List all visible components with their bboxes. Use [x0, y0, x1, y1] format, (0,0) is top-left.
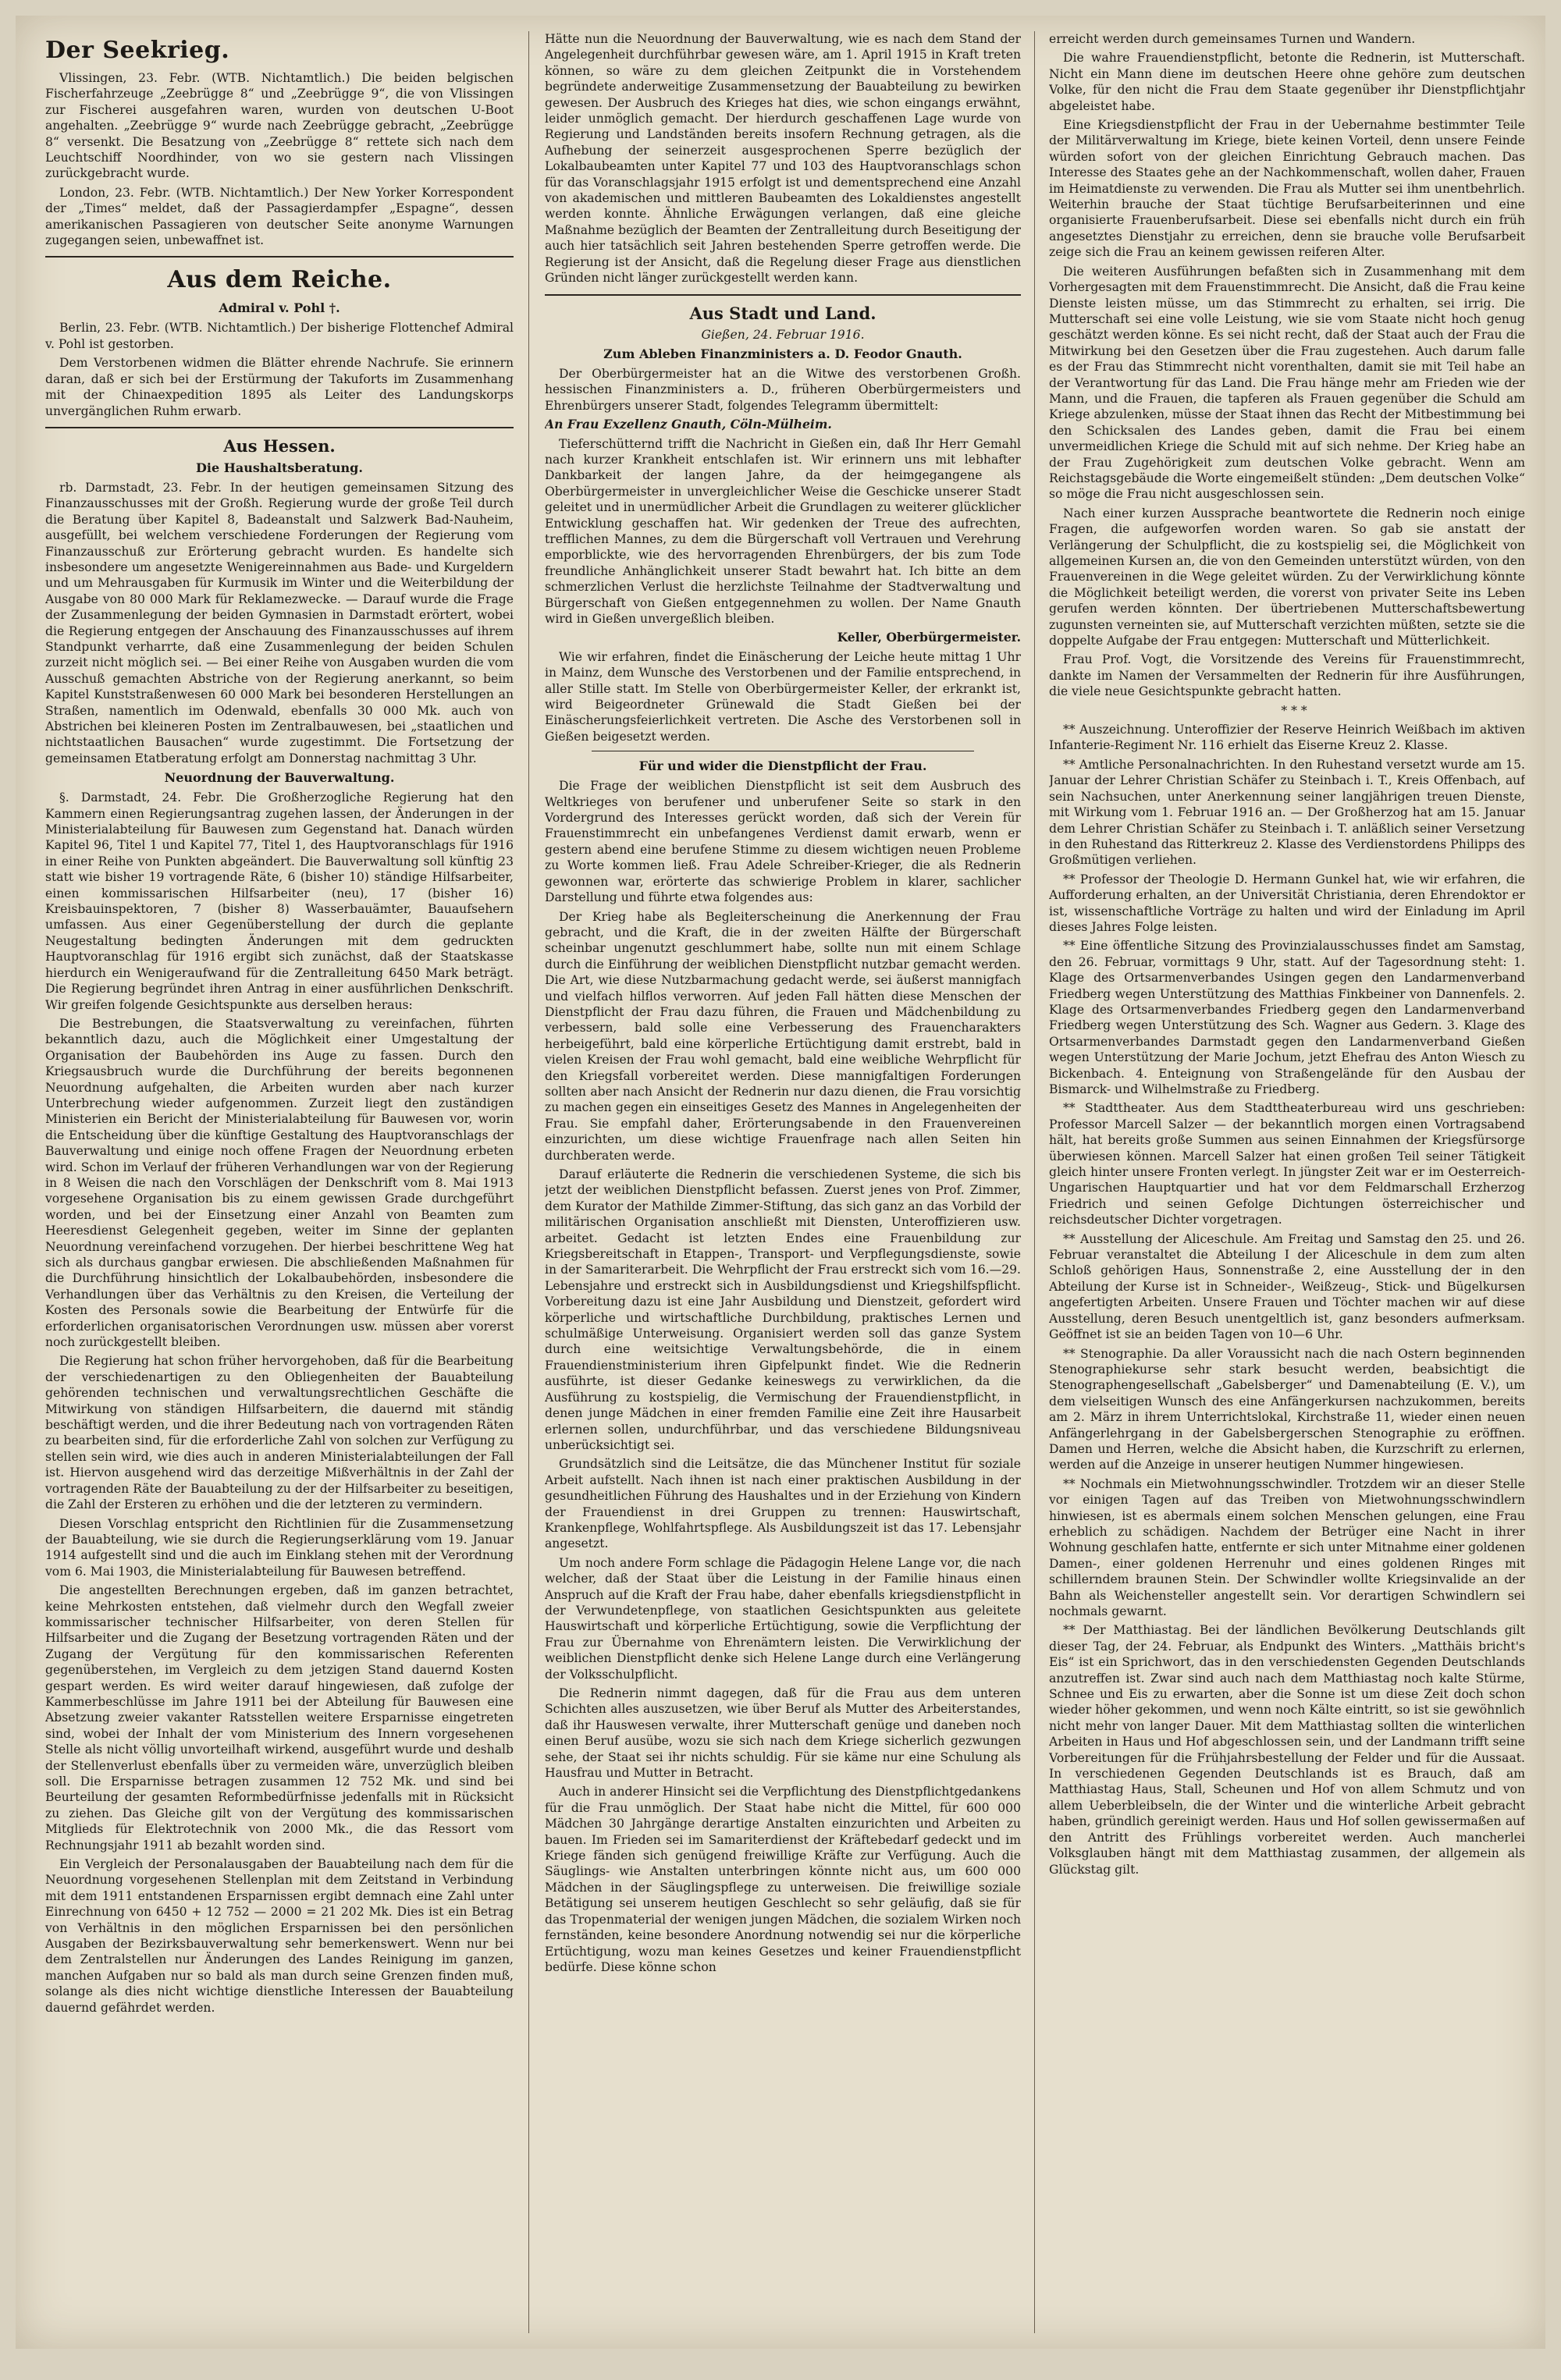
- article-paragraph: Der Krieg habe als Begleiterscheinung die Anerkennung der Frau gebracht, und die Kraft, die in der zweiten Hälfte der Bürgerschaft scheinbar ungenutzt geschlummert habe, sollte nun mit einem Schlage durch die Einführung der weiblichen Dienstpflicht nutzbar gemacht werden. Die Art, wie diese Nutzbarmachung gedacht werde, sei äußerst mannigfach und vielfach hilflos verworren. Auf jeden Fall hätten diese Menschen der Dienstpflicht der Frau dazu führen, die Frauen und Mädchenbildung zu verbessern, bald solle eine Verbesserung des Frauencharakters herbeigeführt, bald eine körperliche Ertüchtigung damit erstrebt, bald in vielen Kreisen der Frau wohl gemacht, bald eine weibliche Wehrpflicht für den Kriegsfall vorbereitet werden. Diese mannigfaltigen Forderungen sollten aber nach Ansicht der Rednerin nur dazu dienen, die Frau vorsichtig zu machen gegen ein einseitiges Gesetz des Mannes in Angelegenheiten der Frau. Sie empfahl daher, Erörterungsabende in den Frauenvereinen einzurichten, um diese wichtige Frauenfrage nach allen Seiten hin durchberaten werde.: [545, 909, 1021, 1163]
- newspaper-page: [16, 16, 1545, 2349]
- article-paragraph: Dem Verstorbenen widmen die Blätter ehrende Nachrufe. Sie erinnern daran, daß er sich bei der Erstürmung der Takuforts im Zusammenhang mit der Chinaexpedition 1895 als Leiter des Landungskorps unvergänglichen Ruhm erwarb.: [45, 356, 514, 418]
- signature: Keller, Oberbürgermeister.: [837, 630, 1021, 645]
- section-divider: [45, 256, 514, 258]
- article-paragraph: Um noch andere Form schlage die Pädagogin Helene Lange vor, die nach welcher, daß der Staat über die Leistung in der Familie hinaus einen Anspruch auf die Kraft der Frau habe, daher ebenfalls kriegsdienstpflicht in der Verwundetenpflege, von staatlichen Gesichtspunkten aus geleitete Hauswirtschaft und körperliche Ertüchtigung, sowie die Verpflichtung der Frau zur Übernahme von Ehrenämtern leisten. Die Verwirklichung der weiblichen Dienstpflicht denke sich Helene Lange durch eine Verlängerung der Volksschulpflicht.: [545, 1555, 1021, 1682]
- article-paragraph: Grundsätzlich sind die Leitsätze, die das Münchener Institut für soziale Arbeit aufstellt. Nach ihnen ist nach einer praktischen Ausbildung in der gesundheitlichen Führung des Haushaltes und in der Erziehung von Kindern der Frauendienst in drei Gruppen zu trennen: Hauswirtschaft, Krankenpflege, Wohlfahrtspflege. Als Ausbildungszeit ist das 17. Lebensjahr angesetzt.: [545, 1457, 1021, 1551]
- article-subtitle: Admiral v. Pohl †.: [219, 300, 340, 316]
- article-paragraph: Die angestellten Berechnungen ergeben, daß im ganzen betrachtet, keine Mehrkosten entstehen, daß vielmehr durch den Wegfall zweier kommissarischer technischer Hilfsarbeiter, von deren Stellen für Hilfsarbeiter und die Zugang der Besetzung vortragenden Räten und der Zugang der Vergütung für den kommissarischen Referenten gegenüberstehen, im Vergleich zu dem jetzigen Stand dauernd Kosten gespart werden. Es wird weiter darauf hingewiesen, daß zufolge der Kammerbeschlüsse im Jahre 1911 bei der Abteilung für Bauwesen eine Absetzung zweier vakanter Ratsstellen weitere Ersparnisse eingetreten sind, wobei der Inhalt der vom Ministerium des Innern vorgesehenen Stelle als nicht völlig unvorteilhaft wirkend, ausgeführt wurde und deshalb der Stellenverlust ebenfalls über zu vermeiden wäre, unverzüglich bleiben soll. Die Ersparnisse betragen zusammen 12 752 Mk. und sind bei Beurteilung der gesamten Reformbedürfnisse jedenfalls mit in Rücksicht zu ziehen. Das Gleiche gilt von der Vergütung des kommissarischen Mitglieds für Elektrotechnik von 2000 Mk., die das Ressort vom Rechnungsjahr 1911 ab bezahlt worden sind.: [45, 1583, 514, 1852]
- article-paragraph: erreicht werden durch gemeinsames Turnen und Wandern.: [1049, 32, 1416, 46]
- section-title-seekrieg: Der Seekrieg.: [45, 37, 230, 64]
- article-paragraph: rb. Darmstadt, 23. Febr. In der heutigen gemeinsamen Sitzung des Finanzausschusses mit der Großh. Regierung wurde der große Teil durch die Beratung über Kapitel 8, Badeanstalt und Salzwerk Bad-Nauheim, ausgefüllt, bei welchem verschiedene Forderungen der Regierung vom Finanzausschuß zur Erörterung gebracht wurden. Es handelte sich insbesondere um angesetzte Wenigereinnahmen aus Bade- und Kurgeldern und um Mehrausgaben für Kurmusik im Winter und die Weiterbildung der Ausgabe von 80 000 Mark für Reklamezwecke. — Darauf wurde die Frage der Zusammenlegung der beiden Gymnasien in Darmstadt erörtert, wobei die Regierung entgegen der Anschauung des Finanzausschusses auf ihrem Standpunkt verharrte, daß eine Zusammenlegung der beiden Schulen zurzeit nicht möglich sei. — Bei einer Reihe von Ausgaben wurden die vom Ausschuß gemachten Abstriche von der Regierung anerkannt, so beim Kapitel Kunststraßenwesen 60 000 Mark bei besonderen Herstellungen an Straßen, namentlich im Odenwald, ebenfalls 30 000 Mk. auch von Abstrichen bei kleineren Posten im Zentralbauwesen, bei „staatlichen und nichtstaatlichen Bausachen“ wurde zugestimmt. Die Fortsetzung der gemeinsamen Etatberatung erfolgt am Donnerstag nachmittag 3 Uhr.: [45, 480, 514, 766]
- news-item: ** Nochmals ein Mietwohnungsschwindler. Trotzdem wir an dieser Stelle vor einigen Tagen auf das Treiben von Mietwohnungsschwindlern hinwiesen, ist es abermals einem solchen Menschen gelungen, eine Frau erheblich zu schädigen. Nachdem der Betrüger eine Nacht in ihrer Wohnung geschlafen hatte, entfernte er sich unter Mitnahme einer goldenen Damen-, einer goldenen Herrenuhr und eines goldenen Ringes mit schillerndem braunen Stein. Der Schwindler wollte Kriegsinvalide an der Bahn als Weichensteller angestellt sein. Vor derartigen Schwindlern sei nochmals gewarnt.: [1049, 1476, 1525, 1618]
- article-subtitle: Neuordnung der Bauverwaltung.: [164, 770, 395, 786]
- article-paragraph: Berlin, 23. Febr. (WTB. Nichtamtlich.) Der bisherige Flottenchef Admiral v. Pohl ist gestorben.: [45, 321, 514, 351]
- news-item: ** Ausstellung der Aliceschule. Am Freitag und Samstag den 25. und 26. Februar veranstaltet die Abteilung I der Aliceschule in dem zum alten Schloß gehörigen Haus, Sonnenstraße 2, eine Ausstellung der in den Abteilung der Kurse ist in Schneider-, Weißzeug-, Stick- und Bügelkursen angefertigten Arbeiten. Unsere Frauen und Töchter machen wir auf diese Ausstellung, deren Besuch unentgeltlich ist, ganz besonders aufmerksam. Geöffnet ist sie an beiden Tagen von 10—6 Uhr.: [1049, 1231, 1525, 1342]
- news-item: ** Amtliche Personalnachrichten. In den Ruhestand versetzt wurde am 15. Januar der Lehrer Christian Schäfer zu Steinbach i. T., Kreis Offenbach, auf sein Nachsuchen, unter Anerkennung seiner langjährigen treuen Dienste, mit Wirkung vom 1. Februar 1916 an. — Der Großherzog hat am 15. Januar dem Lehrer Christian Schäfer zu Steinbach i. T. anläßlich seiner Versetzung in den Ruhestand das Ritterkreuz 2. Klasse des Verdienstordens Philipps des Großmütigen verliehen.: [1049, 757, 1525, 868]
- article-paragraph: Hätte nun die Neuordnung der Bauverwaltung, wie es nach dem Stand der Angelegenheit durchführbar gewesen wäre, am 1. April 1915 in Kraft treten können, so wäre zu dem gleichen Zeitpunkt die in Vorstehendem begründete anderweitige Zusammensetzung der Bauabteilung zu bewirken gewesen. Der Ausbruch des Krieges hat dies, wie schon eingangs erwähnt, leider unmöglich gemacht. Der hierdurch geschaffenen Lage wurde von Regierung und Landständen bereits insofern Rechnung getragen, als die Aufhebung der seinerzeit ausgesprochenen Sperre bezüglich der Lokalbaubeamten unter Kapitel 77 und 103 des Hauptvoranschlags schon für das Voranschlagsjahr 1915 erfolgt ist und dementsprechend eine Anzahl von akademischen und mittleren Baubeamten des Lokaldienstes angestellt werden konnte. Ähnliche Erwägungen verlangen, daß eine gleiche Maßnahme bezüglich der Beamten der Zentralleitung durch Beseitigung der auch hier tatsächlich seit Jahren bestehenden Sperre getroffen werde. Die Regierung ist der Ansicht, daß die Regelung dieser Frage aus dienstlichen Gründen nicht länger zurückgestellt werden kann.: [545, 32, 1021, 286]
- column-middle: [545, 31, 1021, 2333]
- article-paragraph: Wie wir erfahren, findet die Einäscherung der Leiche heute mittag 1 Uhr in Mainz, dem Wunsche des Verstorbenen und der Familie entsprechend, in aller Stille statt. Im Stelle von Oberbürgermeister Keller, der erkrankt ist, wird Beigeordneter Grünewald die Stadt Gießen bei der Einäscherungsfeierlichkeit vertreten. Die Asche des Verstorbenen soll in Gießen beigesetzt werden.: [545, 649, 1021, 744]
- article-paragraph: Die Rednerin nimmt dagegen, daß für die Frau aus dem unteren Schichten alles auszusetzen, wie über Beruf als Mutter des Arbeiterstandes, daß ihr Hauswesen verwalte, ihrer Mutterschaft genüge und daneben noch einen Beruf ausübe, wozu sie sich nach dem Kriege sicherlich gezwungen sehe, der Staat sei ihr nichts schuldig. Für sie käme nur eine Schulung als Hausfrau und Mutter in Betracht.: [545, 1686, 1021, 1781]
- column-right: [1049, 31, 1525, 2333]
- article-paragraph: Der Oberbürgermeister hat an die Witwe des verstorbenen Großh. hessischen Finanzministers a. D., früheren Oberbürgermeisters und Ehrenbürgers unserer Stadt, folgendes Telegramm übermittelt:: [545, 366, 1021, 413]
- article-paragraph: Darauf erläuterte die Rednerin die verschiedenen Systeme, die sich bis jetzt der weiblichen Dienstpflicht befassen. Zuerst jenes von Prof. Zimmer, dem Kurator der Mathilde Zimmer-Stiftung, das sich ganz an das Vorbild der militärischen Organisation anschließt mit Diensten, Unteroffizieren usw. arbeitet. Gedacht ist letzten Endes eine Frauenbildung zur Kriegsbereitschaft in Etappen-, Transport- und Verpflegungsdienste, sowie in der Samariterarbeit. Die Wehrpflicht der Frau erstreckt sich vom 16.—29. Lebensjahre und erstreckt sich in Ausbildungsdienst und Kriegshilfspflicht. Vorbereitung dazu ist eine Jahr Ausbildung und Dienstzeit, gefordert wird körperliche und wirtschaftliche Durchbildung, praktisches Lernen und schulmäßige Unterweisung. Organisiert werden soll das ganze System durch eine weitsichtige Verwaltungsbehörde, die in einem Frauendienstministerium ihren Gipfelpunkt findet. Wie die Rednerin ausführte, ist dieser Gedanke keineswegs zu verwirklichen, da die Ausführung zu kostspielig, die Vermischung der Frauendienstpflicht, in denen junge Mädchen in einer fremden Familie eine Zeit ihre Hausarbeit erlernen sollen, undurchführbar, und das verschiedene Bildungsniveau unberücksichtigt sei.: [545, 1167, 1021, 1452]
- news-item: ** Auszeichnung. Unteroffizier der Reserve Heinrich Weißbach im aktiven Infanterie-Regiment Nr. 116 erhielt das Eiserne Kreuz 2. Klasse.: [1049, 723, 1525, 753]
- article-subtitle: Zum Ableben Finanzministers a. D. Feodor Gnauth.: [603, 346, 962, 361]
- article-paragraph: Die Bestrebungen, die Staatsverwaltung zu vereinfachen, führten bekanntlich dazu, auch die Möglichkeit einer Umgestaltung der Organisation der Baubehörden ins Auge zu fassen. Durch den Kriegsausbruch wurde die Durchführung der bereits begonnenen Neuordnung aufgehalten, die Arbeiten wurden aber nach kurzer Unterbrechung wieder aufgenommen. Zurzeit liegt den zuständigen Ministerien ein Bericht der Ministerialabteilung für Bauwesen vor, worin die Entscheidung über die künftige Gestaltung des Hauptvoranschlags der Bauverwaltung und einige noch offene Fragen der Neuordnung erbeten wird. Schon im Verlauf der früheren Verhandlungen war von der Regierung in 8 Weisen die nach den Vorschlägen der Denkschrift vom 8. Mai 1913 vorgesehene Organisation bis zu einem gewissen Grade durchgeführt worden, und bei der Einsetzung einer Anzahl von Beamten zum Heeresdienst Gelegenheit gegeben, weiter im Sinne der geplanten Neuordnung vereinfachend vorzugehen. Der hierbei beschrittene Weg hat sich als durchaus gangbar erwiesen. Die abschließenden Maßnahmen für die Durchführung hinsichtlich der Lokalbaubehörden, insbesondere die Verhandlungen über das Verhältnis zu den Kreisen, die Verteilung der Kosten des Personals sowie die Bearbeitung der Entwürfe für die erforderlichen organisatorischen Verordnungen usw. müssen aber vorerst noch zurückgestellt bleiben.: [45, 1016, 514, 1350]
- section-divider: [545, 294, 1021, 296]
- news-item: ** Stadttheater. Aus dem Stadttheaterbureau wird uns geschrieben: Professor Marcell Salzer — der bekanntlich morgen einen Vortragsabend hält, hat bereits große Summen aus seinen Einnahmen der Kriegsfürsorge überwiesen können. Marcell Salzer hat einen großen Teil seiner Tätigkeit gleich hinter unsere Fronten verlegt. In jüngster Zeit war er im Oesterreich-Ungarischen Hauptquartier und hat vor dem Feldmarschall Erzherzog Friedrich und seinen Gefolge Dichtungen österreichischer und reichsdeutscher Dichter vorgetragen.: [1049, 1101, 1525, 1227]
- news-item: ** Stenographie. Da aller Voraussicht nach die nach Ostern beginnenden Stenographiekurse sehr stark besucht werden, beabsichtigt die Stenographengesellschaft „Gabelsberger“ und Damenabteilung (E. V.), um dem vielseitigen Wunsch des eine Anfängerkursen nachzukommen, bereits am 2. März in ihrem Unterrichtslokal, Kirchstraße 11, wieder einen neuen Anfängerlehrgang in der Gabelsbergerschen Stenographie zu eröffnen. Damen und Herren, welche die Absicht haben, die Kurzschrift zu erlernen, werden auf die Anzeige in unserer heutigen Nummer hingewiesen.: [1049, 1346, 1525, 1472]
- news-item: ** Der Matthiastag. Bei der ländlichen Bevölkerung Deutschlands gilt dieser Tag, der 24. Februar, als Endpunkt des Winters. „Matthäis bricht's Eis“ ist ein Sprichwort, das in den verschiedensten Gegenden Deutschlands anzutreffen ist. Zwar sind auch nach dem Matthiastag noch kalte Stürme, Schnee und Eis zu erwarten, aber die Sonne ist um diese Zeit doch schon wieder höher gekommen, und wenn noch Kälte eintritt, so ist sie gewöhnlich nicht mehr von langer Dauer. Mit dem Matthiastag sollten die winterlichen Arbeiten in Haus und Hof abgeschlossen sein, und der Landmann trifft seine Vorbereitungen für die Frühjahrsbestellung der Felder und für die Aussaat. In verschiedenen Gegenden Deutschlands ist es Brauch, daß am Matthiastag Haus, Stall, Scheunen und Hof von allem Schmutz und von allem Ueberbleibseln, die der Winter und die winterliche Arbeit gebracht haben, gründlich gereinigt werden. Haus und Hof sollen gewissermaßen auf den Antritt des Frühlings vorbereitet werden. Auch mancherlei Volksglauben hängt mit dem Matthiastag zusammen, der allgemein als Glückstag gilt.: [1049, 1623, 1525, 1877]
- article-paragraph: Die wahre Frauendienstpflicht, betonte die Rednerin, ist Mutterschaft. Nicht ein Mann diene im deutschen Heere ohne gehöre zum deutschen Volke, für den nicht die Frau dem Staate gegenüber ihr Dienstpflichtjahr abgeleistet habe.: [1049, 51, 1525, 113]
- article-paragraph: Auch in anderer Hinsicht sei die Verpflichtung des Dienstpflichtgedankens für die Frau unmöglich. Der Staat habe nicht die Mittel, für 600 000 Mädchen 30 Jahrgänge derartige Anstalten einzurichten und Arbeiten zu bauen. Im Frieden sei im Samariterdienst der Kräftebedarf gedeckt und im Kriege fänden sich genügend freiwillige Kräfte zur Verfügung. Auch die Säuglings- wie Anstalten unterbringen könnte nicht aus, um 600 000 Mädchen in der Säuglingspflege zu unterweisen. Die freiwillige soziale Betätigung sei unserem heutigen Geschlecht so sehr geläufig, daß sie für das Tropenmaterial der wenigen jungen Mädchen, die sozialem Wirken noch fernständen, keine besondere Anordnung notwendig sei nur die körperliche Ertüchtigung, wozu man keines Gesetzes und keiner Frauendienstpflicht bedürfe. Diese könne schon: [545, 1785, 1021, 1974]
- article-paragraph: Eine Kriegsdienstpflicht der Frau in der Uebernahme bestimmter Teile der Militärverwaltung im Kriege, biete keinen Vorteil, denn unsere Feinde würden sofort von der gleichen Einrichtung Gebrauch machen. Das Interesse des Staates gehe an der Nachkommenschaft, wollen daher, Frauen im Heimatdienste zu verwenden. Die Frau als Mutter sei ihm unentbehrlich. Weiterhin brauche der Staat tüchtige Berufsarbeiterinnen und eine organisierte Frauenberufsarbeit. Diese sei ebenfalls nicht durch ein früh angesetztes Dienstjahr zu erreichen, denn sie brauche volle Berufsarbeit zeige sich die Frau an keinem gewissen reiferen Alter.: [1049, 118, 1525, 260]
- article-paragraph: Tieferschütternd trifft die Nachricht in Gießen ein, daß Ihr Herr Gemahl nach kurzer Krankheit entschlafen ist. Wir erinnern uns mit lebhafter Dankbarkeit der langen Jahre, da der heimgegangene als Oberbürgermeister in unvergleichlicher Weise die Geschicke unserer Stadt geleitet und in unermüdlicher Arbeit die Grundlagen zu weiterer glücklicher Entwicklung geschaffen hat. Wir gedenken der Treue des aufrechten, trefflichen Mannes, zu dem die Bürgerschaft voll Vertrauen und Verehrung emporblickte, wie des hervorragenden Ehrenbürgers, der bis zum Tode freundliche Anhänglichkeit unserer Stadt bewahrt hat. Ich bitte an dem schmerzlichen Verlust die herzlichste Teilnahme der Stadtverwaltung und Bürgerschaft von Gießen entgegennehmen zu wollen. Der Name Gnauth wird in Gießen unvergeßlich bleiben.: [545, 436, 1021, 626]
- article-paragraph: Diesen Vorschlag entspricht den Richtlinien für die Zusammensetzung der Bauabteilung, wie sie durch die Regierungserklärung vom 19. Januar 1914 aufgestellt sind und die auch im Einklang stehen mit der Verordnung vom 6. Mai 1903, die Ministerialabteilung für Bauwesen betreffend.: [45, 1516, 514, 1579]
- article-paragraph: Vlissingen, 23. Febr. (WTB. Nichtamtlich.) Die beiden belgischen Fischerfahrzeuge „Zeebrügge 8“ und „Zeebrügge 9“, die von Vlissingen zur Fischerei ausgefahren waren, wurden von deutschen U-Boot angehalten. „Zeebrügge 9“ wurde nach Zeebrügge gebracht, „Zeebrügge 8“ versenkt. Die Besatzung von „Zeebrügge 8“ rettete sich nach dem Leuchtschiff Noordhinder, von wo sie gestern nach Vlissingen zurückgebracht wurde.: [45, 71, 514, 181]
- news-item: ** Eine öffentliche Sitzung des Provinzialausschusses findet am Samstag, den 26. Februar, vormittags 9 Uhr, statt. Auf der Tagesordnung steht: 1. Klage des Ortsarmenverbandes Usingen gegen den Landarmenverband Friedberg wegen Unterstützung des Matthias Finkbeiner von Dannenfels. 2. Klage des Ortsarmenverbandes Friedberg gegen den Landarmenverband Friedberg wegen Unterstützung des Sch. Wagner aus Gedern. 3. Klage des Ortsarmenverbandes Darmstadt gegen den Landarmenverband Gießen wegen Unterstützung der Marie Jochum, jetzt Ehefrau des Anton Wiesch zu Bickenbach. 4. Enteignung von Straßengelände für den Ausbau der Bismarck- und Wilhelmstraße zu Friedberg.: [1049, 939, 1525, 1096]
- article-paragraph: §. Darmstadt, 24. Febr. Die Großherzogliche Regierung hat den Kammern einen Regierungsantrag zugehen lassen, der Änderungen in der Ministerialabteilung für Bauwesen zum Gegenstand hat. Danach würden Kapitel 96, Titel 1 und Kapitel 77, Titel 1, des Hauptvoranschlags für 1916 in einer Reihe von Punkten abgeändert. Die Bauverwaltung soll künftig 23 statt wie bisher 19 vortragende Räte, 6 (bisher 10) ständige Hilfsarbeiter, einen kommissarischen Hilfsarbeiter (neu), 17 (bisher 16) Kreisbauinspektoren, 7 (bisher 8) Wasserbauämter, Bauaufsehern umfassen. Aus einer Gegenüberstellung der durch die geplante Neugestaltung bedingten Änderungen mit dem gedruckten Hauptvoranschlag für 1916 ergibt sich zunächst, daß der Staatskasse hierdurch ein Wenigeraufwand für die Zentralleitung 6450 Mark beträgt. Die Regierung begründet ihren Antrag in einer ausführlichen Denkschrift. Wir greifen folgende Gesichtspunkte aus derselben heraus:: [45, 790, 514, 1012]
- column-divider: [528, 31, 529, 2333]
- article-subtitle: Die Haushaltsberatung.: [196, 460, 363, 475]
- article-paragraph: Frau Prof. Vogt, die Vorsitzende des Vereins für Frauenstimmrecht, dankte im Namen der Versammelten der Rednerin für ihre Ausführungen, die viele neue Gesichtspunkte gebracht hatten.: [1049, 652, 1525, 699]
- article-subtitle: Für und wider die Dienstpflicht der Frau.: [638, 758, 927, 774]
- article-paragraph: London, 23. Febr. (WTB. Nichtamtlich.) Der New Yorker Korrespondent der „Times“ meldet, daß der Passagierdampfer „Espagne“, dessen amerikanischen Passagieren von deutscher Seite anonyme Warnungen zugegangen seien, unbewaffnet ist.: [45, 185, 514, 248]
- section-title-reich: Aus dem Reiche.: [167, 266, 392, 294]
- column-left: [45, 31, 514, 2333]
- telegram-address: An Frau Exzellenz Gnauth, Cöln-Mülheim.: [545, 417, 832, 432]
- article-paragraph: Die weiteren Ausführungen befaßten sich in Zusammenhang mit dem Vorhergesagten mit dem Frauenstimmrecht. Die Ansicht, daß die Frau keine Dienste leisten müsse, um das Stimmrecht zu erhalten, sei irrig. Die Mutterschaft sei eine volle Leistung, wie sie vom Staate nicht hoch genug geschätzt werden könne. Es sei nicht recht, daß der Staat auch der Frau die Mitwirkung bei den Gesetzen über die Frau zugestehen. Auch darum falle es der Frau das Stimmrecht nicht vorenthalten, damit sie mit Teil habe an der Verantwortung für das Land. Die Frau hänge mehr am Frieden wie der Mann, und die Frauen, die tapferen als Frauen gegenüber die Schuld am Kriege abzulenken, müsse der Staat ihnen das Recht der Mitbestimmung bei den Schicksalen des Landes geben, damit die Frau bei einem unvermeidlichen Kriege die Schuld mit auf sich nehme. Der Krieg habe an der Frau Zugehörigkeit zum deutschen Volke gebracht. Wenn am Reichstagsgebäude die Worte eingemeißelt stünden: „Dem deutschen Volke“ so möge die Frau nicht ausgeschlossen sein.: [1049, 264, 1525, 502]
- article-paragraph: Nach einer kurzen Aussprache beantwortete die Rednerin noch einige Fragen, die aufgeworfen worden waren. So gab sie anstatt der Verlängerung der Schulpflicht, die zu kostspielig sei, die Möglichkeit von allgemeinen Kursen an, die von den Gemeinden unterstützt würden, von den Frauenvereinen in die Wege geleitet würden. Zu der Verwirklichung könnte die Möglichkeit beteiligt werden, die vorerst von privater Seite ins Leben gerufen werden könnten. Der übertriebenen Mutterschaftsbewertung zugunsten verneinten sie, auf Mutterschaft verzichten müßten, setzte sie die doppelte Aufgabe der Frau entgegen: Mutterschaft und Mütterlichkeit.: [1049, 506, 1525, 648]
- article-paragraph: Die Regierung hat schon früher hervorgehoben, daß für die Bearbeitung der verschiedenartigen zu den Obliegenheiten der Bauabteilung gehörenden technischen und verwaltungsrechtlichen Geschäfte die Mitwirkung von ständigen Hilfsarbeitern, die dauernd mit ständig beschäftigt werden, und die ihrer Bedeutung nach von vortragenden Räten zu bearbeiten sind, für die erforderliche Zahl von solchen zur Verfügung zu stellen sein wird, wie dies auch in anderen Ministerialabteilungen der Fall ist. Hiervon ausgehend wird das derzeitige Mißverhältnis in der Zahl der vortragenden Räte der Bauabteilung zu der der Hilfsarbeiter zu beseitigen, die Zahl der Ersteren zu erhöhen und die der letzteren zu vermindern.: [45, 1354, 514, 1512]
- dateline: Gießen, 24. Februar 1916.: [701, 327, 865, 342]
- news-item: ** Professor der Theologie D. Hermann Gunkel hat, wie wir erfahren, die Aufforderung erhalten, an der Universität Christiania, deren Ehrendoktor er ist, wissenschaftliche Vorträge zu halten und wird der Einladung im April dieses Jahres Folge leisten.: [1049, 872, 1525, 934]
- section-divider: [45, 427, 514, 428]
- article-paragraph: Ein Vergleich der Personalausgaben der Bauabteilung nach dem für die Neuordnung vorgesehenen Stellenplan mit dem Zeitstand in Verbindung mit dem 1911 entstandenen Ersparnissen ergibt demnach eine Zahl unter Einrechnung von 6450 + 12 752 — 2000 = 21 202 Mk. Dies ist ein Betrag von Verhältnis in den möglichen Ersparnissen bei den persönlichen Ausgaben der Bezirksbauverwaltung sehr bemerkenswert. Wenn nur bei dem Zentralstellen nur Änderungen des Landes Reinigung im ganzen, manchen Aufgaben nur so bald als man durch seine Grenzen finden muß, solange als dies nicht wichtige dienstliche Interessen der Bauabteilung dauernd gefährdet werden.: [45, 1857, 514, 2015]
- column-divider: [1034, 31, 1035, 2333]
- asterism: * * *: [1281, 703, 1307, 718]
- article-paragraph: Die Frage der weiblichen Dienstpflicht ist seit dem Ausbruch des Weltkrieges von berufener und unberufener Seite so stark in den Vordergrund des Interesses gerückt worden, daß sich der Verein für Frauenstimmrecht ein unbefangenes Verdienst damit erwarb, wenn er gestern abend eine berufene Stimme zu diesem wichtigen neuen Probleme zu Worte kommen ließ. Frau Adele Schreiber-Krieger, die als Rednerin gewonnen war, erörterte das schwierige Problem in klarer, sachlicher Darstellung und führte etwa folgendes aus:: [545, 779, 1021, 905]
- section-title-hessen: Aus Hessen.: [223, 435, 336, 456]
- section-title-stadt: Aus Stadt und Land.: [689, 303, 877, 323]
